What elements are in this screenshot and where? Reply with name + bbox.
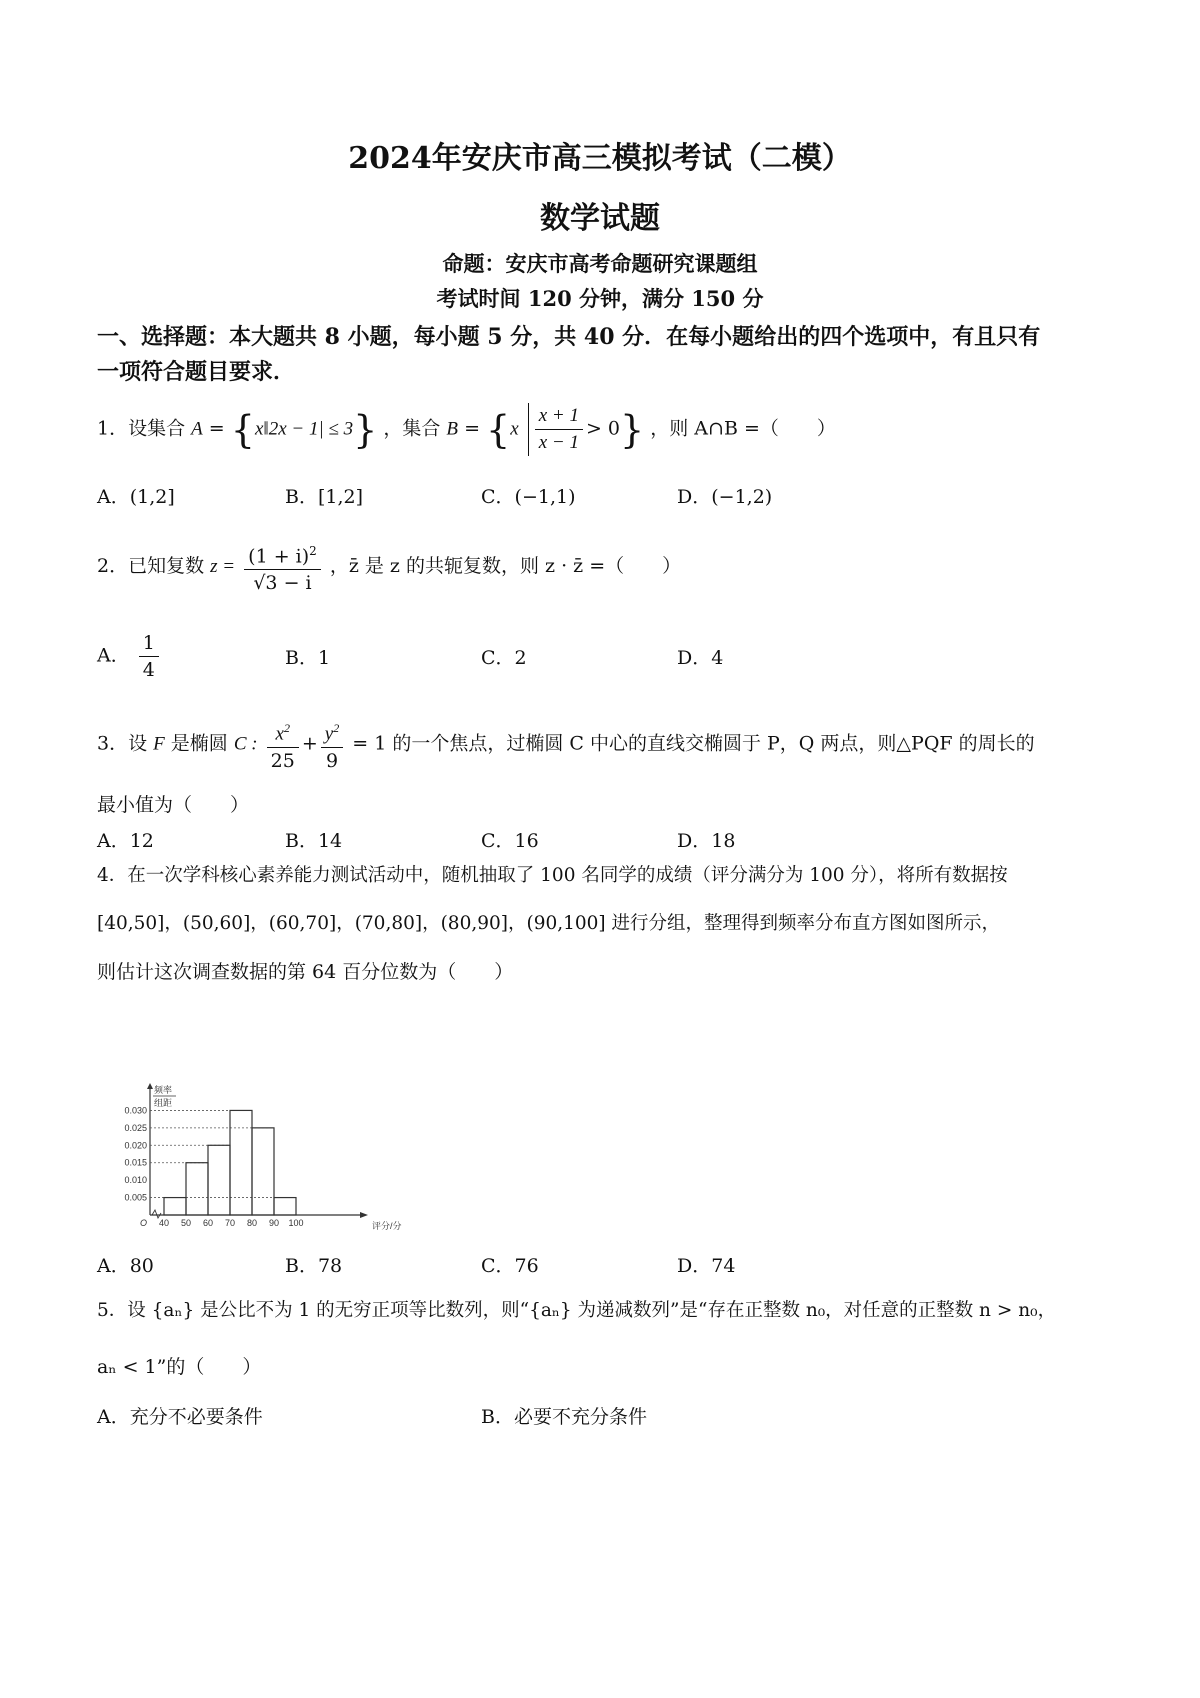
- x-tick-label: 60: [202, 1218, 214, 1228]
- time-info: 考试时间 120 分钟，满分 150 分: [436, 286, 764, 311]
- q1-brace-open-b: {: [486, 407, 511, 452]
- q2-frac-num-wrap: [244, 538, 321, 570]
- q3-option-b: B．14: [285, 830, 343, 852]
- q3-text1: 是椭圆: [170, 732, 228, 755]
- q3-x-frac: [267, 715, 299, 774]
- q4-line1: 4．在一次学科核心素养能力测试活动中，随机抽取了 100 名同学的成绩（评分满分为 100 分），将所有数据按: [97, 865, 1008, 886]
- q1-brace-open: {: [230, 407, 255, 452]
- y-tick-label: 0.010: [124, 1175, 147, 1186]
- q1-setA-cond: x‖2x − 1| ≤ 3: [254, 418, 354, 440]
- x-axis-arrow: [360, 1212, 368, 1218]
- q3-text2: 的一个焦点，过椭圆 C 中心的直线交椭圆于 P，Q 两点，则△PQF 的周长的: [392, 732, 1035, 755]
- q1-frac-num: x + 1: [535, 403, 583, 430]
- y-tick-label: 0.030: [124, 1105, 147, 1116]
- y-axis-label-top: 频率: [154, 1085, 173, 1095]
- histogram-bar: [186, 1163, 208, 1215]
- q3-x-num: x: [275, 723, 284, 745]
- histogram-bar: [252, 1128, 274, 1215]
- x-axis-label: 评分/分: [372, 1221, 402, 1231]
- q2-option-a-frac: [139, 630, 159, 683]
- q3-y-frac: [321, 715, 343, 774]
- q3-y-num: y: [324, 723, 334, 745]
- q1-setA: A: [191, 418, 203, 440]
- y-axis-arrow: [147, 1083, 153, 1089]
- q3-F: F: [153, 733, 165, 755]
- q2-exp: 2: [309, 544, 317, 558]
- q1-mid: ，集合: [383, 417, 441, 440]
- q1-option-d: D．(−1,2): [677, 486, 773, 508]
- q3-eq: = 1: [352, 732, 387, 755]
- q4-option-d: D．74: [677, 1255, 736, 1277]
- question-1: 1．设集合 A = {x‖2x − 1| ≤ 3} ，集合 B = {x $\frac{x + 1}{x - 1}$ > 0} ，则 A∩B =（ ）: [97, 403, 836, 456]
- q2-z: z =: [210, 556, 236, 578]
- q3-y-exp: 2: [333, 721, 340, 735]
- y-axis-label-bottom: 组距: [154, 1098, 173, 1108]
- q1-x-var: x: [510, 418, 519, 440]
- q4-line3: 则估计这次调查数据的第 64 百分位数为（ ）: [97, 961, 514, 983]
- q4-line2: [40,50]，(50,60]，(60,70]，(70,80]，(80,90]，(90,100] 进行分组，整理得到频率分布直方图如图所示，: [97, 913, 1001, 934]
- q2-frac-den: √3 − i: [253, 572, 312, 595]
- q3-option-c: C．16: [481, 830, 539, 852]
- q1-setB-tail: > 0: [585, 417, 621, 440]
- subject-title: 数学试题: [540, 201, 660, 236]
- q2-option-a: [97, 630, 162, 683]
- x-tick-label: 80: [246, 1218, 258, 1228]
- x-tick-label: 50: [180, 1218, 192, 1228]
- x-tick-label: 70: [224, 1218, 236, 1228]
- q4-option-a: A．80: [97, 1255, 154, 1277]
- q2-prefix: 2．已知复数: [97, 555, 205, 578]
- x-tick-label: 40: [158, 1218, 170, 1228]
- q3-option-d: D．18: [677, 830, 736, 852]
- q2-frac-num: (1 + i): [248, 545, 310, 568]
- q1-option-c: C．(−1,1): [481, 486, 576, 508]
- histogram-bar: [230, 1110, 252, 1215]
- x-tick-label: 90: [268, 1218, 280, 1228]
- y-tick-label: 0.005: [124, 1192, 147, 1203]
- section-heading-line2: 一项符合题目要求．: [97, 359, 296, 385]
- q1-brace-close-b: }: [620, 407, 645, 452]
- q2-option-a-num: 1: [139, 630, 159, 657]
- q1-prefix: 1．设集合: [97, 417, 186, 440]
- q1-brace-close: }: [353, 407, 378, 452]
- q2-option-b: B．1: [285, 647, 331, 669]
- q1-setB: B: [446, 418, 459, 440]
- q3-prefix: 3．设: [97, 732, 148, 755]
- histogram-bar: [274, 1198, 296, 1215]
- y-tick-label: 0.015: [124, 1157, 147, 1168]
- x-tick-label: 100: [288, 1218, 304, 1228]
- q3-x-den: 25: [270, 750, 295, 773]
- q1-option-b: B．[1,2]: [285, 486, 364, 508]
- section-heading-line1: 一、选择题：本大题共 8 小题，每小题 5 分，共 40 分．在每小题给出的四个选项中，有且只有: [97, 324, 1041, 350]
- q5-option-b: B．必要不充分条件: [481, 1406, 647, 1428]
- q2-fraction: [244, 538, 321, 596]
- q4-option-b: B．78: [285, 1255, 343, 1277]
- q2-option-a-den: 4: [142, 659, 155, 681]
- q1-end: ，则 A∩B =（ ）: [650, 417, 836, 440]
- q3-C: C :: [233, 733, 258, 755]
- q2-option-d: D．4: [677, 647, 724, 669]
- q5-line2: aₙ < 1”的（ ）: [97, 1356, 262, 1378]
- q3-line2: 最小值为（ ）: [97, 794, 250, 816]
- q5-option-a: A．充分不必要条件: [97, 1406, 263, 1428]
- q5-line1: 5．设 {aₙ} 是公比不为 1 的无穷正项等比数列，则“{aₙ} 为递减数列”是“存在正整数 n₀，对任意的正整数 n > n₀，: [97, 1300, 1057, 1321]
- histogram-bar: [208, 1145, 230, 1215]
- q2-option-c: C．2: [481, 647, 527, 669]
- q3-option-a: A．12: [97, 830, 154, 852]
- y-tick-label: 0.025: [124, 1122, 147, 1133]
- q2-tail: ，z̄ 是 z 的共轭复数，则 z · z̄ =（ ）: [329, 555, 682, 578]
- author-line: 命题：安庆市高考命题研究课题组: [442, 251, 758, 276]
- q3-y-num-wrap: [321, 715, 343, 748]
- y-tick-label: 0.020: [124, 1140, 147, 1151]
- question-3: 3．设 F 是椭圆 C : $\frac{x^2}{25}$ + $\frac{y^2}{9}$ = 1 的一个焦点，过椭圆 C 中心的直线交椭圆于 P，Q 两点，则△PQF 的周长的: [97, 715, 1035, 774]
- q2-option-a-label: A．: [97, 644, 130, 667]
- question-2: [97, 538, 681, 596]
- q3-x-num-wrap: [267, 715, 299, 748]
- origin-label: O: [140, 1218, 148, 1228]
- q1-fraction: [528, 403, 583, 456]
- q1-frac-den: x − 1: [538, 432, 579, 453]
- page-title: 2024年安庆市高三模拟考试（二模）: [348, 141, 852, 176]
- frequency-histogram: [100, 1083, 410, 1238]
- q3-x-exp: 2: [283, 721, 290, 735]
- histogram-bar: [164, 1198, 186, 1215]
- q4-option-c: C．76: [481, 1255, 539, 1277]
- q3-y-den: 9: [325, 750, 339, 773]
- q1-option-a: A．(1,2]: [97, 486, 175, 508]
- axis-break-mark: [152, 1210, 161, 1218]
